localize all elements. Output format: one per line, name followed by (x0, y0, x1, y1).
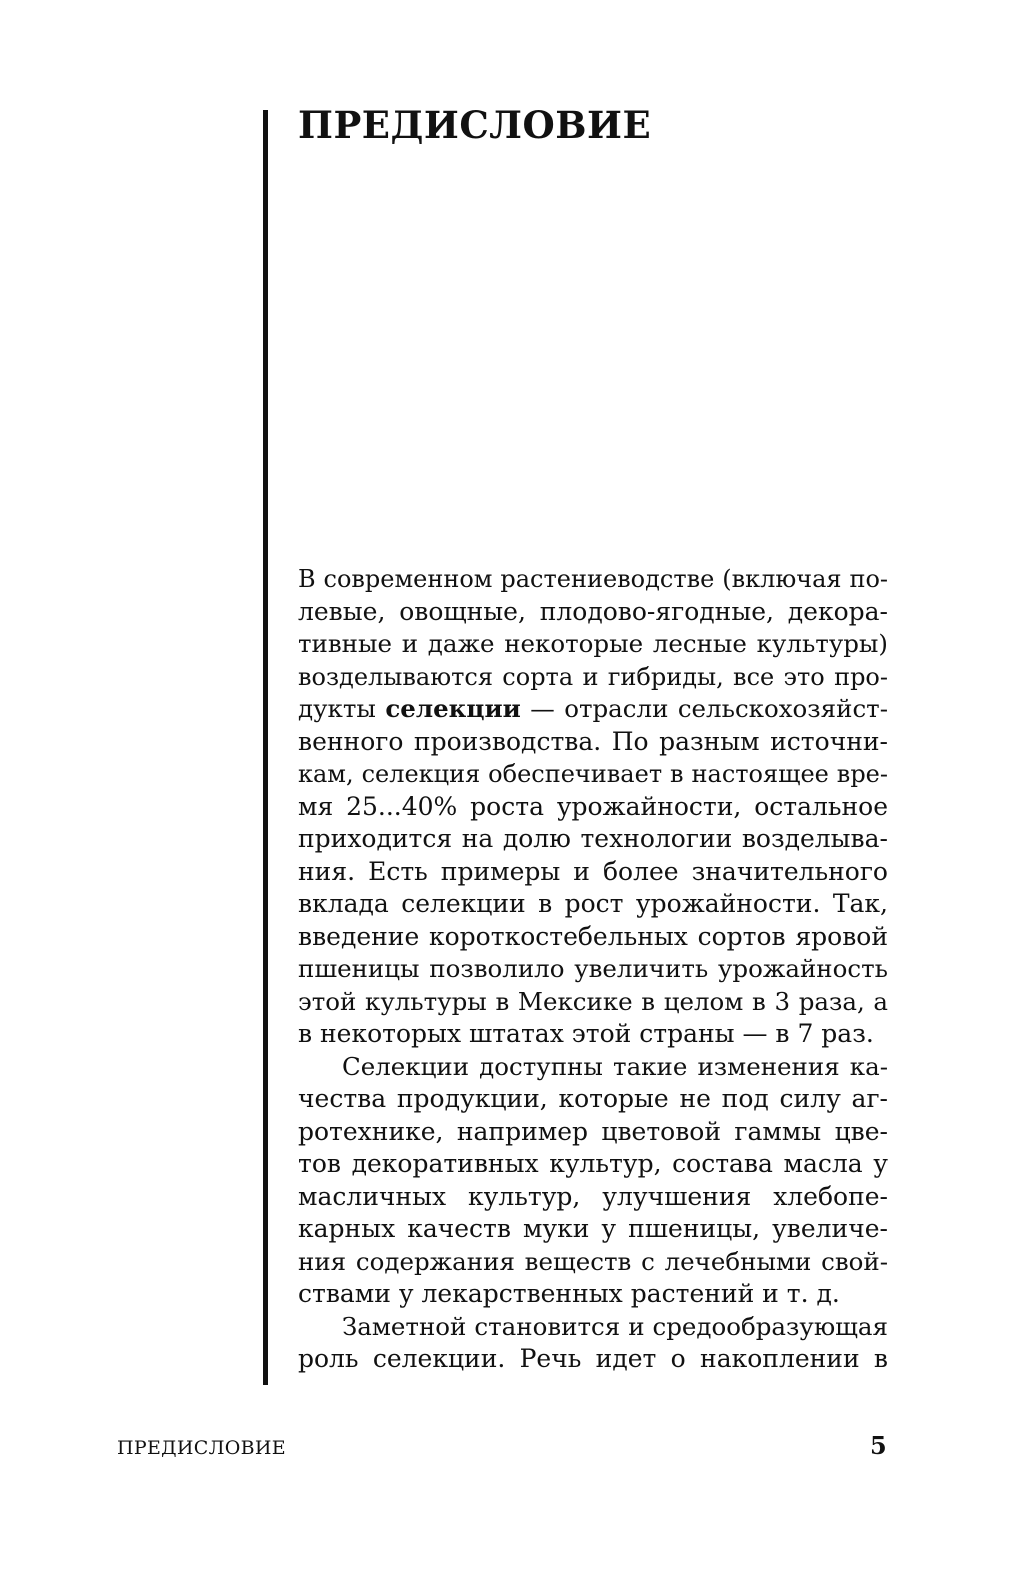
text-line: тов декоративных культур, состава масла у (298, 1149, 888, 1178)
text-line: ствами у лекарственных растений и т. д. (298, 1279, 840, 1308)
text-line: ния содержания веществ с лечебными свой- (298, 1246, 888, 1276)
text-run: дукты (298, 694, 386, 723)
text-line: карных качеств муки у пшеницы, увеличе- (298, 1214, 888, 1243)
text-line: левые, овощные, плодово-ягодные, декора- (298, 596, 888, 626)
text-line: ротехнике, например цветовой гаммы цве- (298, 1116, 888, 1146)
chapter-heading: ПРЕДИСЛОВИЕ (298, 103, 652, 147)
text-line: вклада селекции в рост урожайности. Так, (298, 889, 888, 918)
text-line: кам, селекция обеспечивает в настоящее вре- (298, 760, 888, 788)
text-line: Заметной становится и средообразующая (342, 1311, 888, 1341)
text-line: в некоторых штатах этой страны — в 7 раз. (298, 1019, 874, 1048)
running-footer-title: ПРЕДИСЛОВИЕ (117, 1437, 286, 1459)
text-line: пшеницы позволило увеличить урожайность (298, 954, 888, 983)
text-line: масличных культур, улучшения хлебопе- (298, 1181, 888, 1211)
body-text (298, 563, 888, 1376)
text-run: — отрасли сельскохозяйст- (520, 694, 889, 723)
text-line: мя 25...40% роста урожайности, остальное (298, 791, 888, 821)
text-line: ния. Есть примеры и более значительного (298, 856, 888, 886)
text-line: этой культуры в Мексике в целом в 3 раза, а (298, 986, 888, 1016)
text-line: роль селекции. Речь идет о накоплении в (298, 1344, 888, 1373)
text-line: В современном растениеводстве (включая по- (298, 565, 888, 593)
vertical-rule (263, 110, 268, 1385)
text-line: тивные и даже некоторые лесные культуры) (298, 629, 888, 658)
text-line: чества продукции, которые не под силу аг- (298, 1084, 888, 1113)
text-line: приходится на долю технологии возделыва- (298, 824, 888, 853)
text-line: Селекции доступны такие изменения ка- (342, 1051, 888, 1081)
text-line: введение короткостебельных сортов яровой (298, 921, 888, 951)
page-number: 5 (870, 1431, 887, 1460)
bold-term: селекции (385, 694, 521, 723)
text-line: венного производства. По разным источни- (298, 726, 888, 756)
text-line: возделываются сорта и гибриды, все это про- (298, 662, 888, 691)
text-line (298, 693, 888, 726)
